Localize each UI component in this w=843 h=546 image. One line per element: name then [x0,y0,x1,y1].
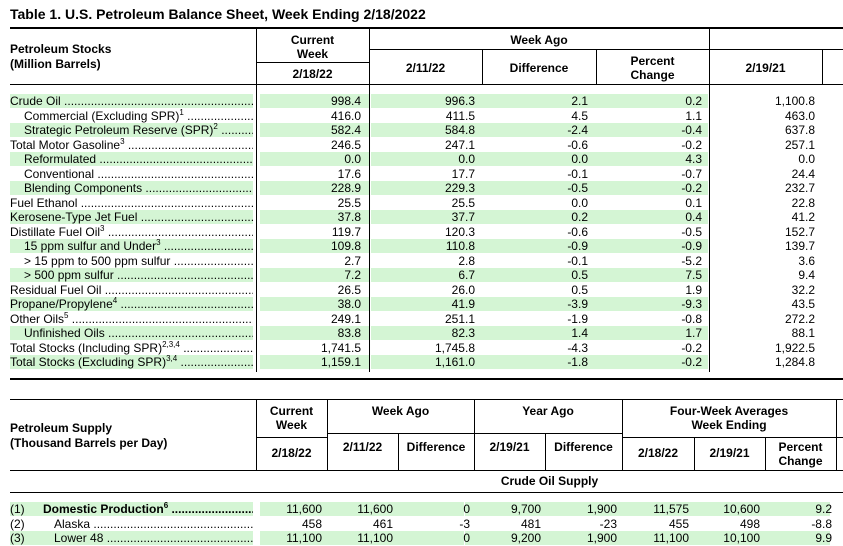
supply-label-line1: Petroleum Supply [10,421,113,435]
cell-value: 257.1 [784,137,815,152]
week-label: Week [296,47,329,61]
cell-value: 6.7 [458,268,475,282]
cell-value: 416.0 [330,108,361,123]
cell-value: 463.0 [784,108,815,123]
row-code: (3) [10,531,25,545]
cell-value: -5.2 [681,253,702,268]
cell-value: 0.4 [685,210,702,224]
cell-value: -0.1 [567,166,588,181]
row-label-text: > 500 ppm sulfur [24,268,114,282]
row-label-text: Conventional [24,166,95,181]
stocks-current-week-header [256,33,369,61]
cell-value: 249.1 [330,311,361,326]
cell-value: 9.9 [815,531,832,545]
cell-value: 37.7 [451,210,475,224]
supply-section-label [10,421,167,451]
table-row [10,239,843,253]
supply-four-week-divider [622,437,843,438]
supply-vline-7 [694,437,695,471]
stocks-week-ago-header: Week Ago [510,33,568,47]
supply-vline-1 [256,399,257,471]
cell-value: 32.2 [791,282,815,297]
cell-value: 11,575 [653,502,689,516]
table-row [10,109,843,123]
footnote-marker: 3 [156,239,161,247]
footnote-marker: 3 [120,137,125,146]
supply-current-divider [256,437,327,438]
row-label-text: Domestic Production [43,502,164,516]
cell-value: 998.4 [330,94,361,108]
table-row [10,181,843,195]
footnote-marker: 6 [163,502,169,510]
cell-value: 1.9 [685,282,702,297]
stocks-vline-6 [822,49,823,85]
table-row [10,312,843,326]
stocks-year-ago-date: 2/19/21 [745,61,786,75]
change-label: Change [778,454,823,468]
cell-value: 41.2 [791,210,815,224]
row-label-text: > 15 ppm to 500 ppm sulfur [24,253,171,268]
row-label-text: Total Motor Gasoline [10,137,121,152]
supply-vline-2 [327,399,328,471]
supply-fw-year-date: 2/19/21 [709,446,750,460]
stocks-section-label [10,42,111,72]
row-label-text: Propane/Propylene [10,297,113,311]
cell-value: 228.9 [330,181,361,195]
cell-value: 3.6 [798,253,815,268]
table-row [10,326,843,340]
row-label-text: Distillate Fuel Oil [10,224,101,239]
current-label: Current [269,404,314,418]
cell-value: 247.1 [444,137,475,152]
supply-vline-4 [474,399,475,471]
cell-value: -0.9 [681,239,702,253]
cell-value: 41.9 [451,297,475,311]
table-row [10,355,843,369]
table-row [10,123,843,137]
cell-value: 582.4 [330,123,361,137]
cell-value: 584.8 [444,123,475,137]
cell-value: 0 [463,531,470,545]
cell-value: 9,700 [510,502,541,516]
cell-value: 0.2 [685,94,702,108]
supply-vline-5 [545,433,546,471]
cell-value: 1,100.8 [774,94,815,108]
cell-value: -9.3 [681,297,702,311]
cell-value: 88.1 [791,326,815,340]
cell-value: 139.7 [784,239,815,253]
table-row [10,268,843,282]
row-label-text: Unfinished Oils [24,326,105,340]
stocks-current-date: 2/18/22 [292,67,333,81]
supply-vline-6 [622,399,623,471]
cell-value: -0.4 [681,123,702,137]
cell-value: 637.8 [784,123,815,137]
percent-label: Percent [630,54,675,68]
cell-value: 4.5 [571,108,588,123]
footnote-marker: 2 [213,123,218,131]
change-label: Change [630,68,675,82]
stocks-difference-header: Difference [509,61,569,75]
cell-value: 0.0 [571,152,588,166]
cell-value: 2.7 [344,253,361,268]
stocks-label-line2: (Million Barrels) [10,57,101,71]
cell-value: 43.5 [791,297,815,311]
cell-value: -0.6 [567,137,588,152]
supply-current-date: 2/18/22 [271,446,312,460]
cell-value: 83.8 [337,326,361,340]
cell-value: 10,600 [723,502,760,516]
cell-value: 110.8 [445,239,475,253]
cell-value: -0.9 [567,239,588,253]
table-row [10,138,843,152]
row-label-text: Fuel Ethanol [10,195,78,210]
cell-value: 17.7 [451,166,475,181]
row-label-text: Blending Components [24,181,143,195]
cell-value: 0.2 [571,210,588,224]
table-row [10,341,843,355]
cell-value: 411.5 [445,108,475,123]
row-label-text: Residual Fuel Oil [10,282,102,297]
cell-value: 22.8 [791,195,815,210]
row-code: (1) [10,502,25,516]
cell-value: -3.9 [567,297,588,311]
cell-value: 0.0 [571,195,588,210]
table-row [10,254,843,268]
cell-value: 24.4 [791,166,815,181]
supply-week-ago-date: 2/11/22 [342,440,383,454]
cell-value: -0.5 [567,181,588,195]
cell-value: 455 [668,516,689,531]
stocks-header-divider [369,49,843,50]
cell-value: -1.9 [567,311,588,326]
cell-value: 229.3 [444,181,475,195]
cell-value: 481 [520,516,541,531]
row-code: (2) [10,516,25,531]
supply-label-line2: (Thousand Barrels per Day) [10,436,168,450]
footnote-marker: 4 [112,297,118,305]
cell-value: -23 [599,516,617,531]
table-row [10,94,843,108]
top-rule [10,27,843,29]
cell-value: 0.0 [458,152,475,166]
row-label-text: Total Stocks (Including SPR) [10,340,163,355]
row-label-text: Kerosene-Type Jet Fuel [10,210,138,224]
table-row [10,210,843,224]
cell-value: 1,159.1 [320,355,361,369]
row-label-text: Crude Oil [10,94,61,108]
supply-vline-3 [398,433,399,471]
week-ending-label: Week Ending [691,418,767,432]
cell-value: 7.2 [344,268,361,282]
cell-value: -2.4 [567,123,588,137]
cell-value: 26.0 [451,282,475,297]
cell-value: -0.1 [567,253,588,268]
cell-value: 4.3 [685,152,702,166]
cell-value: 1.1 [685,108,702,123]
supply-subsection-bottom [10,492,843,493]
row-label-text: Strategic Petroleum Reserve (SPR) [24,123,214,137]
footnote-marker: 1 [179,108,184,117]
table-row [10,283,843,297]
cell-value: 7.5 [685,268,702,282]
cell-value: 996.3 [444,94,475,108]
stocks-header-bottom [10,84,843,85]
cell-value: 0.5 [571,282,588,297]
cell-value: 1,745.8 [434,340,475,355]
cell-value: 0 [463,502,470,516]
cell-value: 272.2 [784,311,815,326]
cell-value: 25.5 [451,195,475,210]
cell-value: 82.3 [451,326,475,340]
cell-value: -4.3 [567,340,588,355]
table-row [10,517,843,531]
cell-value: -0.2 [681,355,702,369]
week-label: Week [275,418,308,432]
cell-value: 10,100 [723,531,760,545]
cell-value: 11,600 [286,502,322,516]
table-row [10,196,843,210]
cell-value: 0.0 [344,152,361,166]
supply-percent-change-header [765,440,836,468]
stocks-vline-3 [482,49,483,85]
cell-value: -0.5 [681,224,702,239]
cell-value: -0.2 [681,181,702,195]
cell-value: 11,600 [357,502,393,516]
cell-value: -1.8 [567,355,588,369]
cell-value: 251.1 [444,311,475,326]
current-label: Current [290,33,335,47]
cell-value: 37.8 [337,210,361,224]
cell-value: 0.0 [798,152,815,166]
cell-value: -3 [459,516,470,531]
cell-value: -0.7 [681,166,702,181]
supply-vline-9 [836,399,837,471]
mid-rule [10,378,843,380]
stocks-percent-change-header [596,54,709,82]
cell-value: 9.4 [798,268,815,282]
cell-value: 1,900 [586,502,617,516]
cell-value: -0.2 [681,340,702,355]
cell-value: 2.8 [458,253,475,268]
cell-value: 1,284.8 [774,355,815,369]
cell-value: 1,161.0 [434,355,475,369]
cell-value: 246.5 [330,137,361,152]
table-row [10,167,843,181]
cell-value: 38.0 [337,297,361,311]
cell-value: 458 [301,516,322,531]
supply-week-ago-header: Week Ago [371,404,430,418]
percent-label: Percent [778,440,823,454]
four-week-label: Four-Week Averages [669,404,789,418]
cell-value: -0.8 [681,311,702,326]
footnote-marker: 2,3,4 [162,340,180,349]
supply-four-week-header [622,404,836,432]
cell-value: 26.5 [337,282,361,297]
footnote-marker: 5 [64,311,69,320]
cell-value: 1,900 [586,531,617,545]
supply-current-week-header [256,404,327,432]
table-row [10,531,843,545]
table-row [10,502,843,516]
cell-value: 120.3 [444,224,475,239]
footnote-marker: 3,4 [166,355,178,363]
cell-value: -0.6 [567,224,588,239]
cell-value: 461 [372,516,393,531]
cell-value: -8.8 [811,516,832,531]
table-row [10,297,843,311]
cell-value: 232.7 [784,181,815,195]
stocks-vline-4 [596,49,597,85]
cell-value: 2.1 [571,94,588,108]
row-label-text: Lower 48 [54,531,104,545]
cell-value: 1,741.5 [320,340,361,355]
cell-value: 109.8 [330,239,361,253]
table-title: Table 1. U.S. Petroleum Balance Sheet, Week Ending 2/18/2022 [10,6,426,22]
row-label-text: Reformulated [24,152,97,166]
row-label-text: Alaska [54,516,91,531]
cell-value: 0.1 [685,195,702,210]
stocks-label-line1: Petroleum Stocks [10,42,112,56]
stocks-current-divider [256,62,369,63]
supply-year-difference-header: Difference [554,440,613,454]
cell-value: -0.2 [681,137,702,152]
footnote-marker: 3 [100,224,105,233]
supply-year-ago-date: 2/19/21 [489,440,530,454]
supply-vline-8 [765,437,766,471]
cell-value: 1,922.5 [774,340,815,355]
cell-value: 152.7 [784,224,815,239]
table-row [10,152,843,166]
table-row [10,225,843,239]
cell-value: 11,100 [653,531,689,545]
supply-year-ago-header: Year Ago [522,404,574,418]
cell-value: 11,100 [357,531,393,545]
cell-value: 9,200 [510,531,541,545]
cell-value: 0.5 [571,268,588,282]
supply-top-line [10,399,843,400]
cell-value: 119.7 [331,224,361,239]
cell-value: 9.2 [815,502,832,516]
supply-header-bottom [10,470,843,471]
cell-value: 25.5 [337,195,361,210]
supply-difference-header: Difference [406,440,466,454]
cell-value: 17.6 [337,166,361,181]
row-label-text: Total Stocks (Excluding SPR) [10,355,167,369]
cell-value: 1.7 [685,326,702,340]
row-label-text: Commercial (Excluding SPR) [24,108,180,123]
cell-value: 498 [739,516,760,531]
supply-fw-current-date: 2/18/22 [637,446,679,460]
crude-oil-supply-subheader: Crude Oil Supply [500,474,599,488]
row-label-text: 15 ppm sulfur and Under [24,239,157,253]
cell-value: 1.4 [571,326,588,340]
row-label-text: Other Oils [10,311,65,326]
stocks-week-ago-date: 2/11/22 [405,61,446,75]
cell-value: 11,100 [286,531,322,545]
